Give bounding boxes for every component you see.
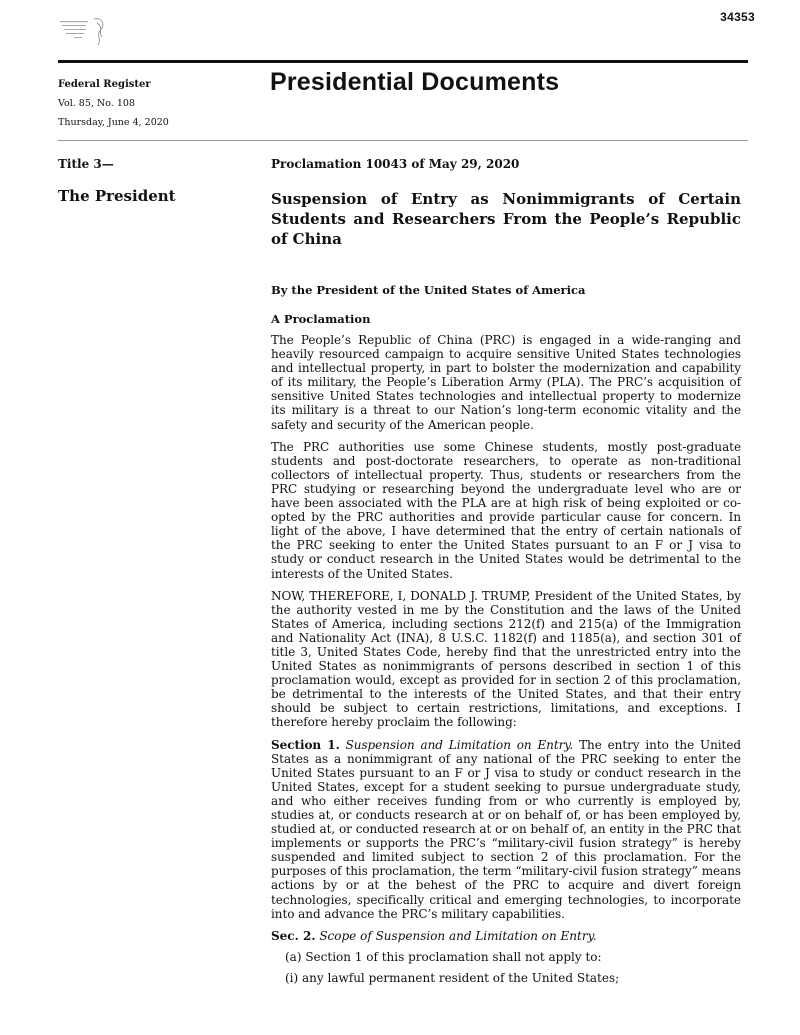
proclamation-title: Suspension of Entry as Nonimmigrants of Certain Students and Researchers From the People’s Republic of China bbox=[271, 190, 741, 248]
section-heading-text: Suspension and Limitation on Entry. bbox=[345, 737, 574, 752]
publication-date: Thursday, June 4, 2020 bbox=[58, 117, 169, 128]
section-divider bbox=[58, 140, 748, 141]
section-1 bbox=[271, 738, 741, 921]
section-item: (a) Section 1 of this proclamation shall not apply to: bbox=[285, 949, 602, 964]
title-name: The President bbox=[58, 187, 176, 205]
section-label: Section 1. bbox=[271, 737, 340, 752]
title-number: Title 3— bbox=[58, 157, 114, 171]
paragraph: NOW, THEREFORE, I, DONALD J. TRUMP, President of the United States, by the authority vested in me by the Constitution and the laws of the United States of America, including sections 212(f) and 215(a) of the Immigration and Nationality Act (INA), 8 U.S.C. 1182(f) and 1185(a), and section 301 of title 3, United States Code, hereby find that the unrestricted entry into the United States as nonimmigrants of persons described in section 1 of this proclamation would, except as provided for in section 2 of this proclamation, be detrimental to the interests of the United States, and that their entry should be subject to certain restrictions, limitations, and exceptions. I therefore hereby proclaim the following: bbox=[271, 588, 741, 730]
by-line: By the President of the United States of America bbox=[271, 283, 586, 297]
proclamation-number: Proclamation 10043 of May 29, 2020 bbox=[271, 157, 520, 171]
section-item: (i) any lawful permanent resident of the United States; bbox=[285, 970, 620, 985]
volume-number: Vol. 85, No. 108 bbox=[58, 98, 135, 109]
page-number: 34353 bbox=[720, 10, 755, 24]
header-rule bbox=[58, 60, 748, 63]
paragraph: The People’s Republic of China (PRC) is engaged in a wide-ranging and heavily resourced campaign to acquire sensitive United States technologies and intellectual property, in part to bolster the modernization and capability of its military, the People’s Liberation Army (PLA). The PRC’s acquisition of sensitive United States technologies and intellectual property to modernize its military is a threat to our Nation’s long-term economic vitality and the safety and security of the American people. bbox=[271, 333, 741, 432]
left-column bbox=[58, 157, 248, 205]
gpo-logo bbox=[52, 13, 112, 53]
section-2 bbox=[271, 929, 741, 944]
section-heading: Presidential Documents bbox=[270, 68, 560, 96]
proclamation-label: A Proclamation bbox=[271, 312, 371, 326]
section-text: The entry into the United States as a nonimmigrant of any national of the PRC seeking to enter the United States pursuant to an F or J visa to study or conduct research in the United States, except for a student seeking to pursue undergraduate study, and who either receives funding from or who currently is employed by, studies at, or conducts research at or on behalf of, or has been employed by, studied at, or conducted research at or on behalf of, an entity in the PRC that implements or supports the PRC’s “military-civil fusion strategy” is hereby suspended and limited subject to section 2 of this proclamation. For the purposes of this proclamation, the term “military-civil fusion strategy” means actions by or at the behest of the PRC to acquire and divert foreign technologies, specifically critical and emerging technologies, to incorporate into and advance the PRC’s military capabilities. bbox=[271, 737, 741, 921]
register-name: Federal Register bbox=[58, 79, 151, 90]
register-metadata bbox=[58, 75, 238, 132]
document-body bbox=[271, 157, 741, 992]
section-heading-text: Scope of Suspension and Limitation on Entry. bbox=[319, 928, 597, 943]
paragraph: The PRC authorities use some Chinese students, mostly post-graduate students and post-doctorate researchers, to operate as non-traditional collectors of intellectual property. Thus, students or researchers from the PRC studying or researching beyond the undergraduate level who are or have been associated with the PLA are at high risk of being exploited or co-opted by the PRC authorities and provide particular cause for concern. In light of the above, I have determined that the entry of certain nationals of the PRC seeking to enter the United States pursuant to an F or J visa to study or conduct research in the United States would be detrimental to the interests of the United States. bbox=[271, 439, 741, 581]
section-label: Sec. 2. bbox=[271, 928, 316, 943]
